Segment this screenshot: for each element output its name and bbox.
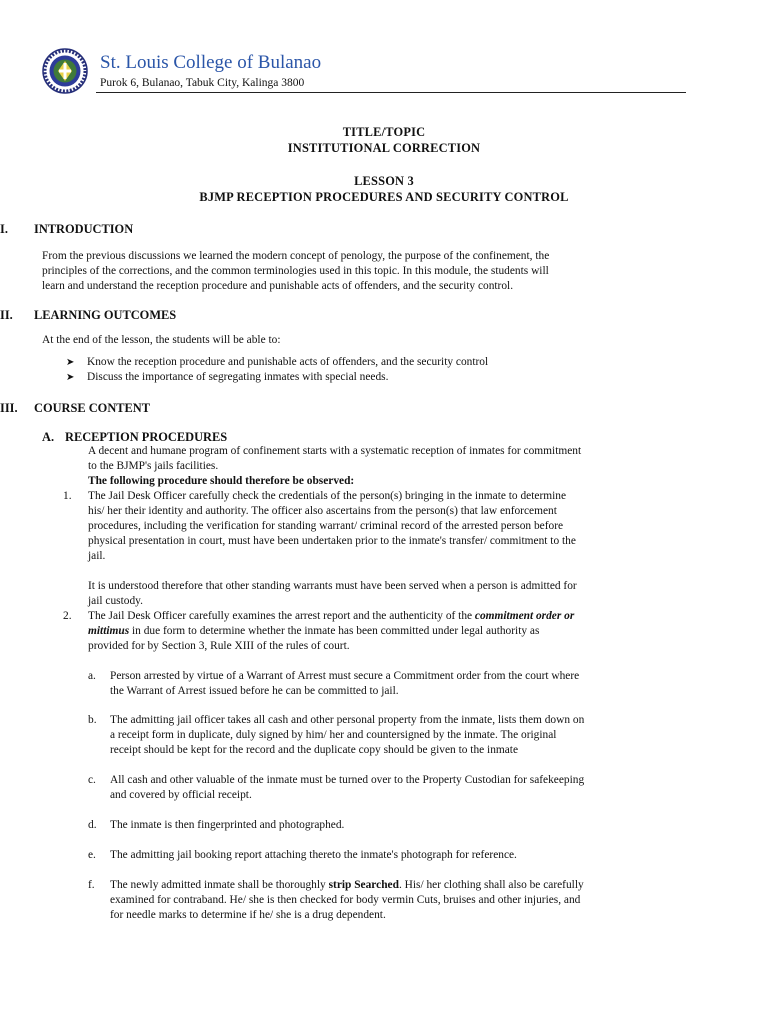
section-title-outcomes: LEARNING OUTCOMES: [34, 308, 177, 322]
item-1-note: [88, 579, 686, 609]
sub-item-line: and covered by official receipt.: [110, 789, 252, 801]
sub-item-line: [110, 878, 686, 893]
item-2-text: [88, 609, 686, 654]
sub-item-letter: a.: [88, 670, 96, 682]
topic-title: INSTITUTIONAL CORRECTION: [287, 141, 481, 155]
item-1-text: [88, 489, 686, 564]
sub-item-letter: c.: [88, 774, 96, 786]
intro-line: principles of the corrections, and the common terminologies used in this topic. In this module, the students will: [42, 265, 549, 277]
sub-item-b: [110, 713, 686, 758]
item-line: [88, 609, 686, 624]
sub-item-line: receipt should be kept for the record and the duplicate copy should be given to the inmate: [110, 744, 519, 756]
item-line: jail.: [88, 550, 106, 562]
lesson-title: BJMP RECEPTION PROCEDURES AND SECURITY CONTROL: [199, 190, 569, 204]
item-line: his/ her their identity and authority. The officer also ascertains from the person(s) that law enforcement: [88, 505, 557, 517]
sub-item-line: All cash and other valuable of the inmate must be turned over to the Property Custodian for safekeeping: [110, 774, 585, 786]
procedure-heading: The following procedure should therefore be observed:: [88, 475, 355, 487]
item-line: [88, 624, 686, 639]
college-name: St. Louis College of Bulanao: [100, 52, 322, 73]
outcome-text: Know the reception procedure and punishable acts of offenders, and the security control: [87, 356, 489, 368]
reception-intro-line: A decent and humane program of confinement starts with a systematic reception of inmates for commitment: [88, 445, 582, 457]
section-title-content: COURSE CONTENT: [34, 401, 151, 415]
section-number-outcomes: II.: [0, 308, 13, 322]
sub-item-e: The admitting jail booking report attaching thereto the inmate's photograph for reference.: [110, 849, 517, 861]
subsection-letter: A.: [42, 430, 55, 444]
note-line: It is understood therefore that other standing warrants must have been served when a person is admitted for: [88, 580, 577, 592]
intro-line: From the previous discussions we learned the modern concept of penology, the purpose of the confinement, the: [42, 250, 550, 262]
sub-item-line: Person arrested by virtue of a Warrant of Arrest must secure a Commitment order from the court where: [110, 670, 580, 682]
item-text: The Jail Desk Officer carefully examines the arrest report and the authenticity of the: [88, 610, 475, 622]
sub-item-line: examined for contraband. He/ she is then checked for body vermin Cuts, bruises and other injuries, and: [110, 894, 581, 906]
item-number: 2.: [63, 610, 72, 622]
sub-item-a: [110, 669, 686, 699]
item-line: The Jail Desk Officer carefully check the credentials of the person(s) bringing in the inmate to determine: [88, 490, 567, 502]
lesson-number: LESSON 3: [354, 174, 414, 188]
arrow-bullet-icon: ➤: [66, 372, 75, 383]
sub-item-line: the Warrant of Arrest issued before he can be committed to jail.: [110, 685, 399, 697]
section-title-intro: INTRODUCTION: [34, 222, 134, 236]
section-number-intro: I.: [0, 222, 8, 236]
sub-item-letter: f.: [88, 879, 95, 891]
item-number: 1.: [63, 490, 72, 502]
sub-item-c: [110, 773, 686, 803]
header-divider: [96, 92, 686, 93]
item-text: . His/ her clothing shall also be carefully: [398, 879, 584, 891]
college-seal-icon: [42, 48, 88, 94]
sub-item-d: The inmate is then fingerprinted and photographed.: [110, 819, 345, 831]
title-label: TITLE/TOPIC: [342, 125, 426, 139]
item-text: in due form to determine whether the inmate has been committed under legal authority as: [129, 625, 540, 637]
reception-intro: [88, 444, 686, 489]
emphasis-text: commitment order or: [474, 610, 575, 622]
sub-item-f: [110, 878, 686, 923]
sub-item-letter: d.: [88, 819, 97, 831]
section-number-content: III.: [0, 401, 18, 415]
item-text: The newly admitted inmate shall be thoroughly: [110, 879, 329, 891]
outcomes-lead: At the end of the lesson, the students will be able to:: [42, 334, 281, 346]
sub-item-letter: e.: [88, 849, 96, 861]
intro-line: learn and understand the reception procedure and punishable acts of offenders, and the security control.: [42, 280, 514, 292]
emphasis-text: mittimus: [88, 625, 130, 637]
subsection-title: RECEPTION PROCEDURES: [65, 430, 228, 444]
sub-item-line: The admitting jail officer takes all cash and other personal property from the inmate, lists them down on: [110, 714, 585, 726]
emphasis-text: strip Searched: [328, 879, 399, 891]
sub-item-letter: b.: [88, 714, 97, 726]
note-line: jail custody.: [88, 595, 143, 607]
reception-intro-line: to the BJMP's jails facilities.: [88, 460, 219, 472]
arrow-bullet-icon: ➤: [66, 357, 75, 368]
outcome-text: Discuss the importance of segregating inmates with special needs.: [87, 371, 389, 383]
item-line: procedures, including the verification for standing warrant/ criminal record of the arrested person before: [88, 520, 564, 532]
sub-item-line: a receipt form in duplicate, duly signed by him/ her and countersigned by the inmate. The original: [110, 729, 557, 741]
item-line: provided for by Section 3, Rule XIII of the rules of court.: [88, 640, 350, 652]
item-line: physical presentation in court, must have been undertaken prior to the inmate's transfer/ commitment to the: [88, 535, 576, 547]
college-address: Purok 6, Bulanao, Tabuk City, Kalinga 3800: [100, 77, 305, 89]
sub-item-line: for needle marks to determine if he/ she is a drug dependent.: [110, 909, 386, 921]
intro-paragraph: [42, 249, 686, 294]
